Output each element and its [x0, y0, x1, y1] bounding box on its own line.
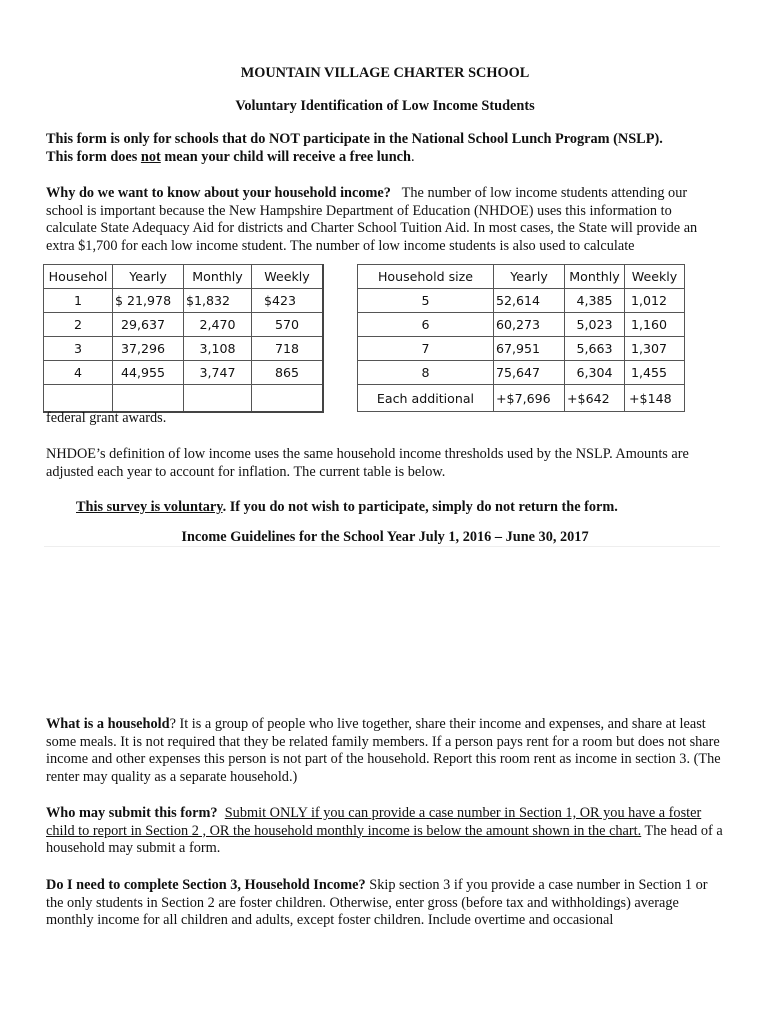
col-yearly: Yearly: [113, 265, 184, 289]
school-name: MOUNTAIN VILLAGE CHARTER SCHOOL: [240, 65, 530, 81]
col-weekly: Weekly: [252, 265, 324, 289]
table-cell: 52,614: [494, 289, 565, 313]
table-cell: 29,637: [113, 313, 184, 337]
voluntary-notice: This survey is voluntary. If you do not wish to participate, simply do not return the form.: [76, 499, 618, 515]
table-cell: [252, 385, 324, 412]
notice-not: not: [140, 148, 161, 165]
section3-paragraph: Do I need to complete Section 3, Household Income? Skip section 3 if you provide a case number in Section 1 or the only students in Section 2 are foster children. Otherwise, enter gross (before tax and withholdings) average monthly income for all children and adults, except foster children. Include overtime and occasional: [46, 877, 708, 929]
table-cell: 4,385: [565, 289, 625, 313]
voluntary-underlined: This survey is voluntary: [76, 499, 223, 515]
table-cell: $423: [252, 289, 324, 313]
form-title: Voluntary Identification of Low Income Students: [235, 98, 535, 114]
why-text: The number of low income students attending our school is important because the New Hampshire Department of Education (NHDOE) uses this information to calculate State Adequacy Aid for districts and Charter School Tuition Aid. In most cases, the State will provide an extra $1,700 for each low income student. The number of low income students is also used to calculate: [46, 185, 698, 254]
table-cell: 1,307: [625, 337, 685, 361]
table-cell: +$642: [565, 385, 625, 412]
table-cell: Each additional: [358, 385, 494, 412]
col-monthly: Monthly: [184, 265, 252, 289]
table-cell: 3: [44, 337, 113, 361]
table-cell: 718: [252, 337, 324, 361]
table-row: [44, 337, 324, 361]
table-cell: 8: [358, 361, 494, 385]
table-cell: 1,455: [625, 361, 685, 385]
table-cell: 67,951: [494, 337, 565, 361]
table-cell: 3,747: [184, 361, 252, 385]
why-paragraph: [46, 185, 726, 255]
col-yearly: Yearly: [494, 265, 565, 289]
divider: [44, 546, 720, 547]
table-cell: [113, 385, 184, 412]
table-header-row: [358, 265, 685, 289]
table-row: [358, 385, 685, 412]
table-row: [358, 313, 685, 337]
notice-line-2: This form does not mean your child will receive a free lunch.: [46, 148, 415, 165]
table-cell: 1: [44, 289, 113, 313]
nslp-notice: [46, 131, 726, 166]
table-row: [358, 361, 685, 385]
section3-heading: Do I need to complete Section 3, Household Income?: [46, 877, 366, 893]
what-household-heading: What is a household: [46, 716, 170, 732]
table-cell: $ 21,978: [113, 289, 184, 313]
table-cell: [184, 385, 252, 412]
col-monthly: Monthly: [565, 265, 625, 289]
table-row: [358, 337, 685, 361]
table-cell: 2,470: [184, 313, 252, 337]
table-cell: 75,647: [494, 361, 565, 385]
table-cell: 44,955: [113, 361, 184, 385]
table-row: [44, 361, 324, 385]
table-cell: 4: [44, 361, 113, 385]
table-cell: +$148: [625, 385, 685, 412]
table-cell: 570: [252, 313, 324, 337]
table-cell: 5: [358, 289, 494, 313]
table-row: [44, 313, 324, 337]
table-cell: 865: [252, 361, 324, 385]
guidelines-title: Income Guidelines for the School Year July 1, 2016 – June 30, 2017: [181, 529, 589, 545]
table-cell: 6,304: [565, 361, 625, 385]
table-cell: 60,273: [494, 313, 565, 337]
table-cell: 37,296: [113, 337, 184, 361]
table-cell: $1,832: [184, 289, 252, 313]
col-weekly: Weekly: [625, 265, 685, 289]
table-row: [44, 289, 324, 313]
col-household: Househol: [44, 265, 113, 289]
income-table-small-households: [43, 264, 324, 413]
table-cell: [44, 385, 113, 412]
table-row: [358, 289, 685, 313]
table-cell: 7: [358, 337, 494, 361]
table-cell: 1,012: [625, 289, 685, 313]
why-continued: federal grant awards.: [46, 410, 167, 426]
notice-line-1: This form is only for schools that do NOT participate in the National School Lunch Program (NSLP).: [46, 131, 663, 147]
table-cell: 2: [44, 313, 113, 337]
table-cell: 5,663: [565, 337, 625, 361]
table-cell: +$7,696: [494, 385, 565, 412]
table-header-row: [44, 265, 324, 289]
why-heading: Why do we want to know about your household income?: [46, 185, 391, 201]
table-cell: 6: [358, 313, 494, 337]
who-submit-heading: Who may submit this form?: [46, 805, 218, 821]
table-cell: 3,108: [184, 337, 252, 361]
nhdoe-definition: NHDOE’s definition of low income uses the same household income thresholds used by the NSLP. Amounts are adjusted each year to account for inflation. The current table is below.: [46, 446, 689, 480]
income-table-large-households: [357, 264, 685, 412]
table-row: [44, 385, 324, 412]
who-submit-paragraph: Who may submit this form? Submit ONLY if you can provide a case number in Section 1, OR you have a foster child to report in Section 2 , OR the household monthly income is below the amount shown in the chart. The head of a household may submit a form.: [46, 805, 723, 857]
table-cell: 1,160: [625, 313, 685, 337]
table-cell: 5,023: [565, 313, 625, 337]
what-household-paragraph: What is a household? It is a group of people who live together, share their income and expenses, and share at least some meals. It is not required that they be related family members. If a person pays rent for a room but does not share income and other expenses this person is not part of the household. Report this room rent as income in section 3. (The renter may quality as a separate household.): [46, 716, 721, 785]
col-household-size: Household size: [358, 265, 494, 289]
